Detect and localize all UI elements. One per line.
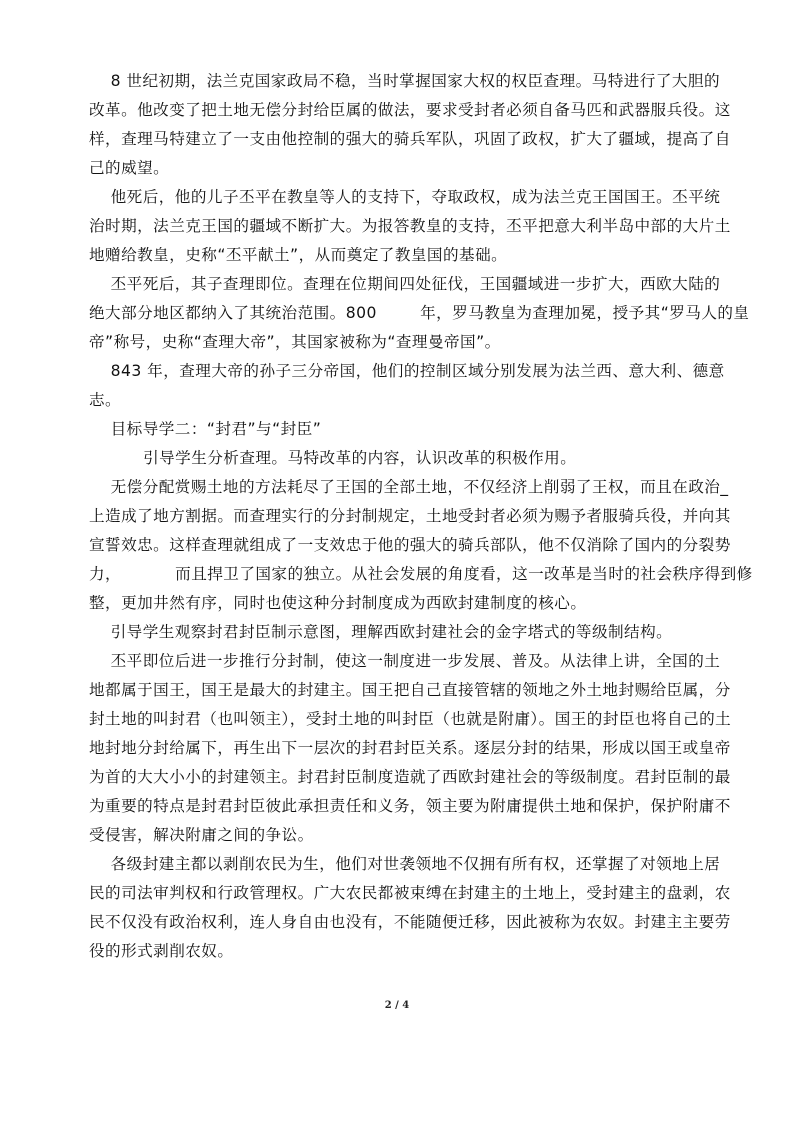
text-line: 民的司法审判权和行政管理权。广大农民都被束缚在封建主的土地上，受封建主的盘剥，农 (89, 884, 731, 902)
page-number: 2 / 4 (384, 1000, 410, 1011)
text-line: 为重要的特点是封君封臣彼此承担责任和义务，领主要为附庸提供土地和保护，保护附庸不 (89, 797, 731, 815)
text-line: 改革。他改变了把土地无偿分封给臣属的做法，要求受封者必须自备马匹和武器服兵役。这 (89, 101, 731, 119)
text-line: 丕平即位后进一步推行分封制，使这一制度进一步发展、普及。从法律上讲，全国的土 (89, 652, 721, 670)
section-heading: 目标导学二：“封君”与“封臣” (89, 420, 322, 438)
text-line: 治时期，法兰克王国的疆域不断扩大。为报答教皇的支持，丕平把意大利半岛中部的大片土 (89, 217, 731, 235)
text-line: 为首的大大小小的封建领主。封君封臣制度造就了西欧封建社会的等级制度。君封臣制的最 (89, 768, 731, 786)
text-line: 己的威望。 (89, 159, 170, 177)
text-line: 地都属于国王，国王是最大的封建主。国王把自己直接管辖的领地之外土地封赐给臣属，分 (89, 681, 731, 699)
text-line: 宣誓效忠。这样查理就组成了一支效忠于他的强大的骑兵部队，他不仅消除了国内的分裂势 (89, 536, 731, 554)
text-line: 引导学生分析查理。马特改革的内容，认识改革的积极作用。 (89, 449, 577, 467)
text-line: 843 年，查理大帝的孙子三分帝国，他们的控制区域分别发展为法兰西、意大利、德意 (89, 362, 725, 380)
text-line: 役的形式剥削农奴。 (89, 942, 234, 960)
text-line: 志。 (89, 391, 122, 409)
text-line: 民不仅没有政治权利，连人身自由也没有，不能随便迁移，因此被称为农奴。封建主主要劳 (89, 913, 731, 931)
text-line: 地封地分封给属下，再生出下一层次的封君封臣关系。逐层分封的结果，形成以国王或皇帝 (89, 739, 731, 757)
text-line: 他死后，他的儿子丕平在教皇等人的支持下，夺取政权，成为法兰克王国国王。丕平统 (89, 188, 721, 206)
text-line: 无偿分配赏赐土地的方法耗尽了王国的全部土地，不仅经济上削弱了王权，而且在政治_ (89, 478, 729, 496)
text-line: 封土地的叫封君（也叫领主），受封土地的叫封臣（也就是附庸）。国王的封臣也将自己的土 (89, 710, 732, 728)
text-line: 力， 而且捍卫了国家的独立。从社会发展的角度看，这一改革是当时的社会秩序得到修 (89, 565, 753, 583)
text-line: 受侵害，解决附庸之间的争讼。 (89, 826, 314, 844)
text-line: 帝”称号，史称“查理大帝”，其国家被称为“查理曼帝国”。 (89, 333, 501, 351)
text-line: 地赠给教皇，史称“丕平献土”，从而奠定了教皇国的基础。 (89, 246, 508, 264)
text-line: 引导学生观察封君封臣制示意图，理解西欧封建社会的金字塔式的等级制结构。 (89, 623, 673, 641)
text-line: 绝大部分地区都纳入了其统治范围。800 年，罗马教皇为查理加冕，授予其“罗马人的皇 (89, 304, 750, 322)
text-line: 上造成了地方割据。而查理实行的分封制规定，土地受封者必须为赐予者服骑兵役，并向其 (89, 507, 731, 525)
text-line: 各级封建主都以剥削农民为生，他们对世袭领地不仅拥有所有权，还掌握了对领地上居 (89, 855, 721, 873)
text-line: 样，查理马特建立了一支由他控制的强大的骑兵军队，巩固了政权，扩大了疆域，提高了自 (89, 130, 731, 148)
text-line: 整，更加井然有序，同时也使这种分封制度成为西欧封建制度的核心。 (89, 594, 587, 612)
text-line: 8 世纪初期，法兰克国家政局不稳，当时掌握国家大权的权臣查理。马特进行了大胆的 (89, 72, 721, 90)
text-line: 丕平死后，其子查理即位。查理在位期间四处征伐，王国疆域进一步扩大，西欧大陆的 (89, 275, 721, 293)
